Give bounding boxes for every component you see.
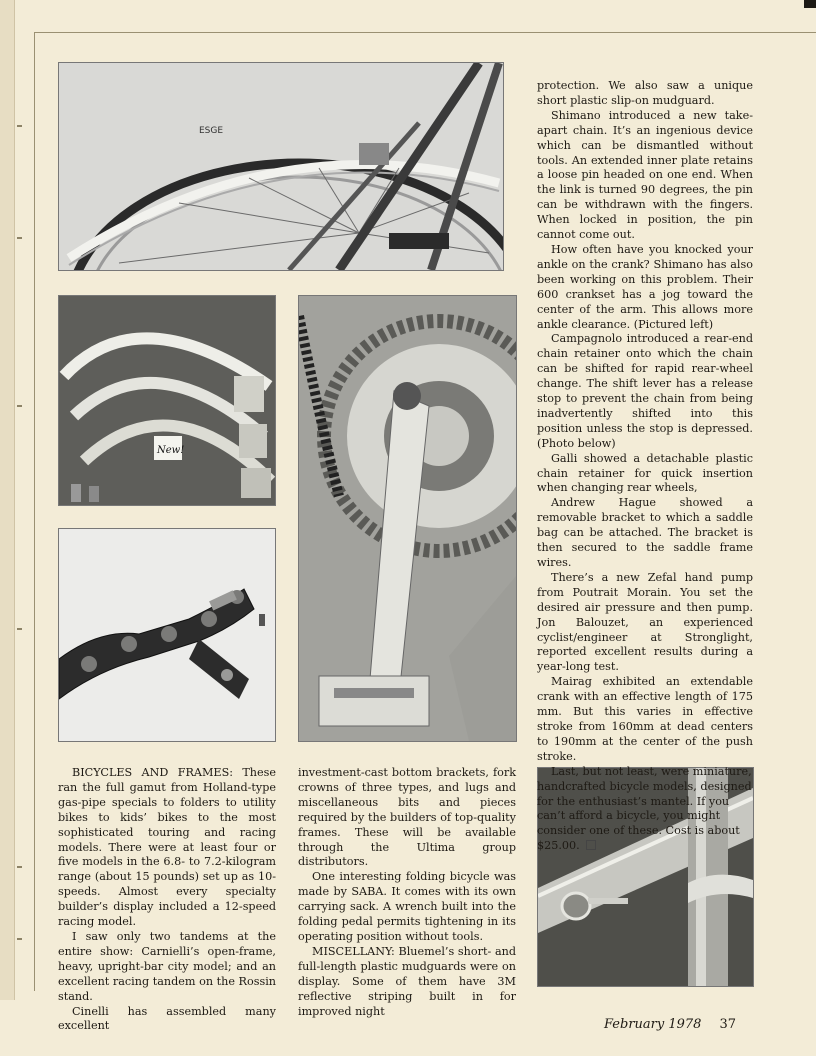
photo-mudguard-set bbox=[58, 295, 276, 506]
paragraph: MISCELLANY: Bluemel’s short- and full-length plastic mudguards were on display. Some of them have 3M reflective striping built in for improved night bbox=[298, 944, 516, 1018]
photo-crankset bbox=[298, 295, 517, 742]
paragraph: There’s a new Zefal hand pump from Poutrait Morain. You set the desired air pressure and then pump. Jon Balouzet, an experienced cyclist/engineer at Stronglight, reported excellent results during a year-long test. bbox=[537, 570, 753, 674]
right-column-text bbox=[537, 79, 753, 854]
new-tag-label: New! bbox=[157, 445, 185, 456]
paragraph: Galli showed a detachable plastic chain retainer for quick insertion when changing rear wheels, bbox=[537, 451, 753, 495]
paragraph: protection. We also saw a unique short plastic slip-on mudguard. bbox=[537, 79, 753, 107]
photo-mudguard-wheel bbox=[58, 62, 504, 271]
page-gutter bbox=[0, 0, 15, 1000]
paragraph: investment-cast bottom brackets, fork crowns of three types, and lugs and miscellaneous bits and pieces required by the builders of top-quality frames. These will be available through the Ultima group distributors. bbox=[298, 766, 516, 869]
margin-tick bbox=[17, 628, 22, 630]
paragraph: Cinelli has assembled many excellent bbox=[58, 1004, 276, 1033]
paragraph: Shimano introduced a new take-apart chain. It’s an ingenious device which can be dismantled without tools. An extended inner plate retains a loose pin headed on one end. When the link is turned 90 degrees, the pin can be withdrawn with the fingers. When locked in position, the pin cannot come out. bbox=[537, 108, 753, 242]
paragraph: One interesting folding bicycle was made by SABA. It comes with its own carrying sack. A wrench built into the folding pedal permits tightening in its operating position without tools. bbox=[298, 870, 516, 943]
end-of-article-mark bbox=[586, 840, 596, 850]
bottom-left-column-text bbox=[58, 766, 276, 1034]
margin-tick bbox=[17, 866, 22, 868]
margin-tick bbox=[17, 938, 22, 940]
page-number: 37 bbox=[719, 1017, 736, 1032]
margin-tick bbox=[17, 405, 22, 407]
paragraph-text: Last, but not least, were miniature, handcrafted bicycle models, designed for the enthusiast’s mantel. If you can’t afford a bicycle, you might consider one of these. Cost is about $25.00. bbox=[537, 764, 752, 853]
paragraph: I saw only two tandems at the entire show: Carnielli’s open-frame, heavy, upright-bar city model; and an excellent racing tandem on the Rossin stand. bbox=[58, 929, 276, 1003]
margin-tick bbox=[17, 237, 22, 239]
paragraph: Campagnolo introduced a rear-end chain retainer onto which the chain can be shifted for rapid rear-wheel change. The shift lever has a release stop to prevent the chain from being inadvertently shifted into this position unless the stop is depressed. (Photo below) bbox=[537, 332, 753, 450]
margin-tick bbox=[17, 125, 22, 127]
bottom-middle-column-text bbox=[298, 766, 516, 1019]
paragraph: How often have you knocked your ankle on the crank? Shimano has also been working on this problem. Their 600 crankset has a jog toward the center of the arm. This allows more ankle clearance. (Pictured left) bbox=[537, 242, 753, 331]
issue-date: February 1978 bbox=[604, 1017, 702, 1032]
corner-mark bbox=[804, 0, 816, 8]
mudguard-brand-label: ESGE bbox=[199, 126, 224, 136]
paragraph: Mairag exhibited an extendable crank with an effective length of 175 mm. But this varies in effective stroke from 160mm at dead centers to 190mm at the center of the push stroke. bbox=[537, 675, 753, 763]
paragraph-last bbox=[537, 765, 753, 854]
page-footer bbox=[604, 1017, 736, 1032]
paragraph: BICYCLES AND FRAMES: These ran the full gamut from Holland-type gas-pipe specials to folders to utility bikes to kids’ bikes to the most sophisticated touring and racing models. There were at least four or five models in the 6.8- to 7.2-kilogram range (about 15 pounds) set up as 10-speeds. Almost every specialty builder’s display included a 12-speed racing model. bbox=[58, 766, 276, 929]
photo-take-apart-chain bbox=[58, 528, 276, 742]
paragraph: Andrew Hague showed a removable bracket to which a saddle bag can be attached. The bracket is then secured to the saddle frame wires. bbox=[537, 496, 753, 569]
